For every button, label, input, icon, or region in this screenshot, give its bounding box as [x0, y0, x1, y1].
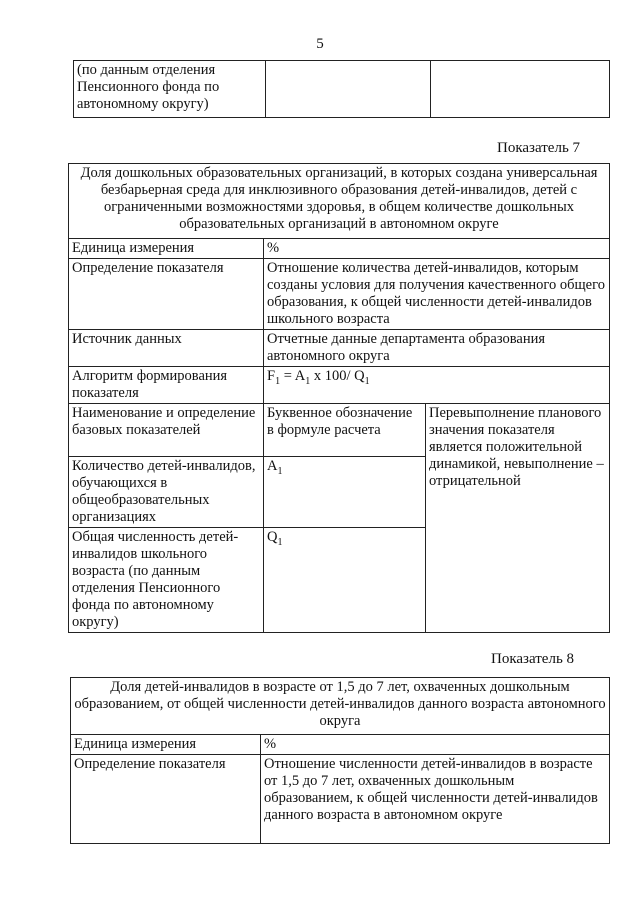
top-table-empty-1 [266, 61, 431, 118]
indicator-7-label: Показатель 7 [497, 140, 581, 156]
base-indicators-label: Наименование и определение базовых показателей [69, 404, 264, 457]
indicator-8-header: Доля детей-инвалидов в возрасте от 1,5 до 7 лет, охваченных дошкольным образованием, от общей численности детей-инвалидов данного возраста автономного округа [71, 678, 610, 735]
indicator-7-header: Доля дошкольных образовательных организаций, в которых создана универсальная безбарьерная среда для инклюзивного образования детей-инвалидов, детей с ограниченными возможностями здоровья, в общем количестве дошкольных образовательных организаций в автономном округе [69, 164, 610, 239]
evaluation-note: Перевыполнение планового значения показателя является положительной динамикой, невыполнение – отрицательной [426, 404, 610, 633]
top-table-text: (по данным отделения Пенсионного фонда по автономному округу) [74, 61, 266, 118]
source-label: Источник данных [69, 330, 264, 367]
indicator-8-table [70, 677, 610, 844]
unit-label-8: Единица измерения [71, 735, 261, 755]
indicator-8-label: Показатель 8 [491, 651, 575, 667]
page-number: 5 [316, 36, 324, 52]
algorithm-formula: $F_1 = A_1$ x 100/ $Q_1$ [264, 367, 610, 404]
definition-value: Отношение количества детей-инвалидов, которым созданы условия для получения качественного общего образования, к общей численности детей-инвалидов школьного возраста [264, 259, 610, 330]
unit-label: Единица измерения [69, 239, 264, 259]
row1-label: Количество детей-инвалидов, обучающихся в общеобразовательных организациях [69, 457, 264, 528]
unit-value-8: % [261, 735, 610, 755]
top-table-empty-2 [431, 61, 610, 118]
row1-letter: $A_1$ [264, 457, 426, 528]
definition-value-8: Отношение численности детей-инвалидов в возрасте от 1,5 до 7 лет, охваченных дошкольным образованием, к общей численности детей-инвалидов данного возраста в автономном округе [261, 755, 610, 844]
definition-label-8: Определение показателя [71, 755, 261, 844]
unit-value: % [264, 239, 610, 259]
top-table [73, 60, 610, 118]
algorithm-label: Алгоритм формирования показателя [69, 367, 264, 404]
row2-label: Общая численность детей-инвалидов школьного возраста (по данным отделения Пенсионного фонда по автономному округу) [69, 528, 264, 633]
letter-designation-label: Буквенное обозначение в формуле расчета [264, 404, 426, 457]
definition-label: Определение показателя [69, 259, 264, 330]
row2-letter: $Q_1$ [264, 528, 426, 633]
indicator-7-table [68, 163, 610, 633]
source-value: Отчетные данные департамента образования автономного округа [264, 330, 610, 367]
